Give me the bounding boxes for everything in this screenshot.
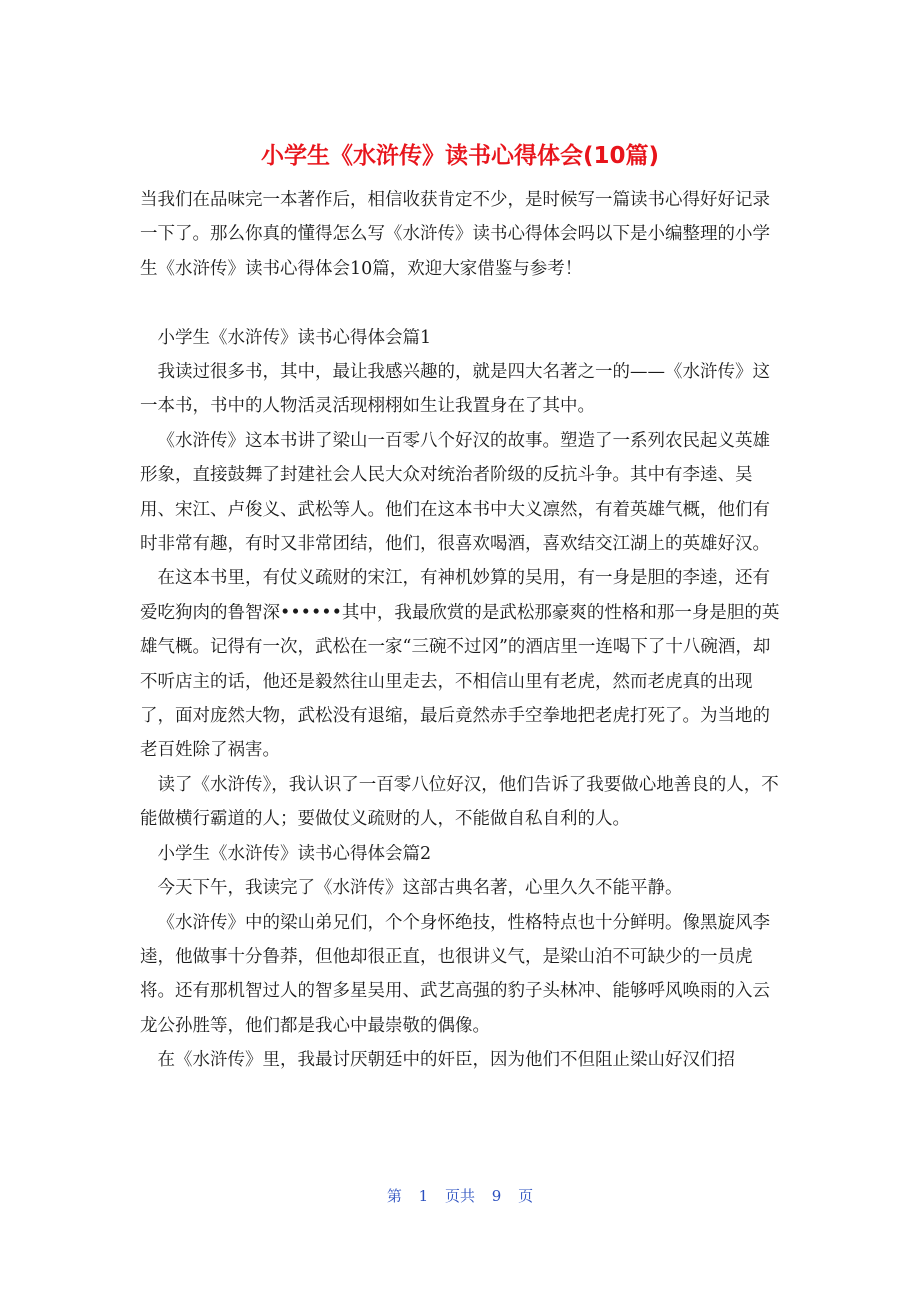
paragraph: 在这本书里，有仗义疏财的宋江，有神机妙算的吴用，有一身是胆的李逵，还有爱吃狗肉的鲁智深••••••其中，我最欣赏的是武松那豪爽的性格和那一身是胆的英雄气概。记得有一次，武松在一家“三碗不过冈”的酒店里一连喝下了十八碗酒，却不听店主的话，他还是毅然往山里走去，不相信山里有老虎，然而老虎真的出现了，面对庞然大物，武松没有退缩，最后竟然赤手空拳地把老虎打死了。为当地的老百姓除了祸害。: [140, 568, 780, 761]
paragraph: 《水浒传》中的梁山弟兄们，个个身怀绝技，性格特点也十分鲜明。像黑旋风李逵，他做事十分鲁莽，但他却很正直，也很讲义气，是梁山泊不可缺少的一员虎将。还有那机智过人的智多星吴用、武艺高强的豹子头林冲、能够呼风唤雨的入云龙公孙胜等，他们都是我心中最崇敬的偶像。: [140, 912, 770, 1036]
page-footer: 第 1 页共 9 页: [386, 1187, 534, 1205]
paragraph: 我读过很多书，其中，最让我感兴趣的，就是四大名著之一的——《水浒传》这一本书，书中的人物活灵活现栩栩如生让我置身在了其中。: [140, 362, 770, 417]
paragraph: 今天下午，我读完了《水浒传》这部古典名著，心里久久不能平静。: [157, 878, 683, 899]
document-title: 小学生《水浒传》读书心得体会(10篇): [260, 143, 660, 169]
blank-line: [140, 286, 780, 320]
paragraph: 在《水浒传》里，我最讨厌朝廷中的奸臣，因为他们不但阻止梁山好汉们招: [157, 1050, 735, 1071]
document-body: [140, 183, 780, 1078]
section-heading-2: 小学生《水浒传》读书心得体会篇2: [157, 843, 432, 864]
paragraph: 《水浒传》这本书讲了梁山一百零八个好汉的故事。塑造了一系列农民起义英雄形象，直接鼓舞了封建社会人民大众对统治者阶级的反抗斗争。其中有李逵、吴用、宋江、卢俊义、武松等人。他们在这本书中大义凛然，有着英雄气概，他们有时非常有趣，有时又非常团结，他们，很喜欢喝酒，喜欢结交江湖上的英雄好汉。: [140, 430, 770, 555]
intro-paragraph: 当我们在品味完一本著作后，相信收获肯定不少，是时候写一篇读书心得好好记录一下了。那么你真的懂得怎么写《水浒传》读书心得体会吗以下是小编整理的小学生《水浒传》读书心得体会10篇，欢迎大家借鉴与参考！: [140, 190, 770, 279]
section-heading-1: 小学生《水浒传》读书心得体会篇1: [157, 327, 432, 348]
paragraph: 读了《水浒传》，我认识了一百零八位好汉，他们告诉了我要做心地善良的人，不能做横行霸道的人；要做仗义疏财的人，不能做自私自利的人。: [140, 774, 779, 830]
